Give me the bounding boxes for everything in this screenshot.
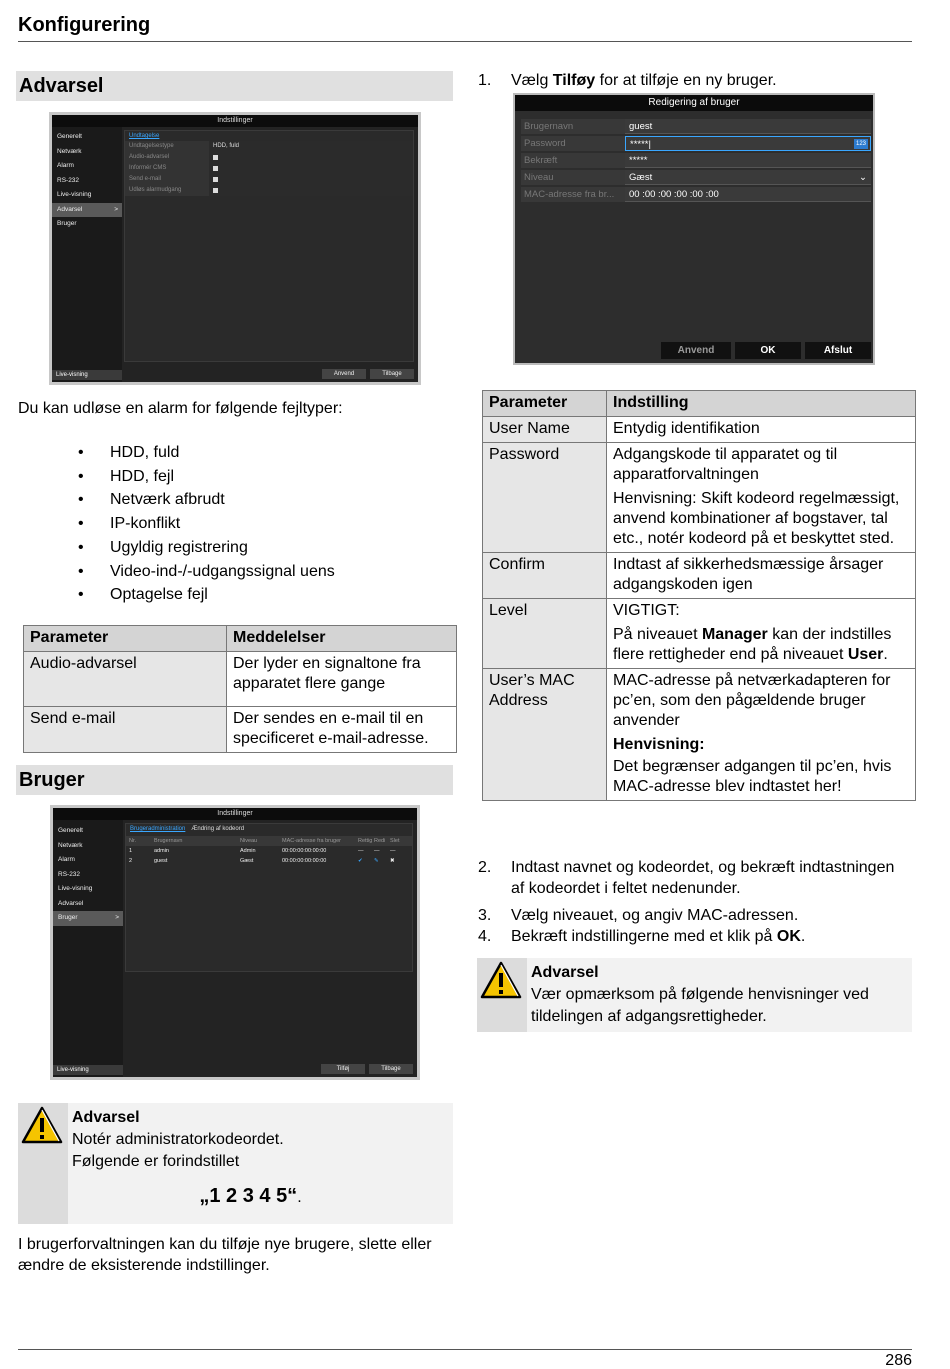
field-value: guest — [625, 119, 871, 134]
menu-item-bruger: Bruger > — [53, 911, 123, 926]
cell-text-bold: User — [847, 646, 884, 663]
step-number: 3. — [478, 907, 492, 924]
alarm-intro-text: Du kan udløse en alarm for følgende fejltyper: — [18, 400, 343, 417]
user-cell: 00:00:00:00:00:00 — [282, 848, 327, 854]
field-value: Gæst — [629, 172, 653, 183]
screen-title: Indstillinger — [53, 808, 417, 820]
table-cell: Confirm — [483, 553, 607, 599]
user-cell: 00:00:00:00:00:00 — [282, 858, 327, 864]
field-username — [521, 119, 871, 134]
checkbox-icon — [213, 166, 218, 171]
field-label: Audio-advarsel — [125, 152, 209, 163]
list-item: • HDD, fejl — [18, 465, 458, 489]
table-cell — [607, 599, 916, 669]
user-cell: Gæst — [240, 858, 254, 864]
step-text: . — [800, 928, 806, 945]
warning-title: Advarsel — [72, 1109, 140, 1126]
user-row-guest — [126, 856, 412, 866]
settings-menu — [53, 820, 123, 1077]
user-cell: 1 — [129, 848, 133, 854]
table-cell: Der sendes en e-mail til en specificeret e-mail-adresse. — [227, 707, 457, 753]
warning-icon — [21, 1106, 63, 1144]
page-number: 286 — [885, 1352, 912, 1369]
list-item: • Optagelse fejl — [18, 583, 458, 607]
user-table-header — [126, 836, 412, 846]
table-cell: Der lyder en signaltone fra apparatet flere gange — [227, 652, 457, 707]
list-item: • Ugyldig registrering — [18, 536, 458, 560]
table-cell: Level — [483, 599, 607, 669]
field-confirm — [521, 153, 871, 168]
field-value: *****| — [630, 139, 651, 150]
list-item: • IP-konflikt — [18, 512, 458, 536]
step-number: 1. — [478, 72, 492, 89]
user-cell: Admin — [240, 848, 256, 854]
field-label: Send e-mail — [125, 174, 209, 185]
table-row — [483, 443, 916, 553]
default-password: „1 2 3 4 5“ — [199, 1185, 298, 1207]
dropdown-arrow-icon: ⌄ — [859, 172, 867, 183]
table-cell: User Name — [483, 417, 607, 443]
field-value: HDD, fuld — [209, 141, 413, 152]
alarm-settings-screenshot — [49, 112, 421, 385]
alarm-message-table — [23, 625, 457, 753]
cell-text: VIGTIGT: — [613, 602, 680, 619]
tab-undtagelse: Undtagelse — [129, 133, 160, 139]
field-label: Bekræft — [521, 153, 625, 168]
table-cell — [607, 669, 916, 801]
step-3 — [478, 905, 912, 926]
cell-text-bold: Henvisning: — [613, 736, 705, 753]
ok-button: OK — [735, 342, 801, 359]
dialog-title: Redigering af bruger — [515, 95, 873, 111]
step-2 — [478, 857, 912, 899]
table-row — [24, 652, 457, 707]
column-header: Redi — [374, 838, 386, 844]
column-header: Brugernavn — [154, 838, 183, 844]
add-user-button: Tilføj — [321, 1064, 365, 1074]
cell-text-bold: Manager — [701, 626, 768, 643]
menu-item-live-visning: Live-visning — [57, 191, 92, 198]
checkbox-icon — [213, 177, 218, 182]
cell-text: Henvisning: Skift kodeord regelmæssigt, anvend kombinationer af bogstaver, tal etc., notér kodeord på et beskyttet sted. — [613, 490, 900, 547]
menu-item-netvaerk: Netværk — [58, 841, 83, 849]
header-divider — [18, 41, 912, 42]
warning-icon — [480, 961, 522, 999]
cancel-button: Afslut — [805, 342, 871, 359]
table-cell: Entydig identifikation — [607, 417, 916, 443]
user-cell: — — [390, 848, 396, 854]
back-button: Tilbage — [369, 1064, 413, 1074]
column-header: MAC-adresse fra bruger — [282, 838, 341, 844]
menu-item-netvaerk: Netværk — [57, 147, 82, 155]
menu-item-rs232: RS-232 — [57, 176, 80, 184]
user-cell: — — [374, 848, 380, 854]
cell-text: MAC-adresse på netværkadapteren for pc’en, som den pågældende bruger anvender — [613, 672, 891, 729]
menu-item-generelt: Generelt — [58, 827, 83, 834]
user-cell: 2 — [129, 858, 133, 864]
alarm-settings-panel — [124, 130, 414, 362]
live-view-button: Live-visning — [53, 1065, 123, 1075]
section-title-advarsel: Advarsel — [16, 71, 453, 101]
step-text-bold: OK — [776, 928, 801, 945]
live-view-button: Live-visning — [52, 370, 122, 380]
step-text: Bekræft indstillingerne med et klik på — [511, 928, 777, 945]
cell-text: . — [883, 646, 888, 663]
user-admin-screenshot — [50, 805, 420, 1080]
menu-item-generelt: Generelt — [57, 133, 82, 140]
access-rights-warning — [477, 958, 912, 1032]
tab-aendring-af-kodeord: Ændring af kodeord — [191, 826, 245, 832]
cell-text: På niveauet — [613, 626, 702, 643]
step-text: Indtast navnet og kodeordet, og bekræft indtastningen af kodeordet i feltet nedenunder. — [511, 859, 895, 897]
user-cell: — — [358, 848, 364, 854]
table-row — [483, 669, 916, 801]
field-label: Udløs alarmudgang — [125, 185, 209, 196]
user-admin-panel — [125, 823, 413, 972]
table-row — [483, 553, 916, 599]
list-item: • Video-ind-/-udgangssignal uens — [18, 560, 458, 584]
error-type-list — [18, 441, 458, 607]
step-text: Vælg niveauet, og angiv MAC-adressen. — [511, 907, 799, 924]
screen-title: Indstillinger — [52, 115, 418, 127]
apply-button: Anvend — [322, 369, 366, 379]
user-parameter-table — [482, 390, 916, 801]
checkbox-icon — [213, 155, 218, 160]
column-header: Niveau — [240, 838, 258, 844]
apply-button: Anvend — [661, 342, 731, 359]
table-header: Parameter — [483, 391, 607, 417]
cell-text: Adgangskode til apparatet og til apparatforvaltningen — [613, 446, 838, 483]
field-password — [521, 136, 871, 151]
column-header: Slet — [390, 838, 400, 844]
punctuation: . — [297, 1189, 302, 1206]
step-text: Vælg — [511, 72, 553, 89]
step-4 — [478, 926, 912, 947]
menu-item-advarsel: Advarsel — [58, 899, 84, 907]
cell-text: kan der indstilles flere rettigheder end på niveauet — [613, 626, 892, 663]
step-1 — [478, 71, 908, 91]
table-cell — [607, 443, 916, 553]
table-cell: User’s MAC Address — [483, 669, 607, 801]
step-text: for at tilføje en ny bruger. — [595, 72, 777, 89]
user-cell: admin — [154, 848, 169, 854]
keyboard-icon: 123 — [855, 141, 866, 147]
user-admin-description: I brugerforvaltningen kan du tilføje nye brugere, slette eller ændre de eksisterende indstillinger. — [18, 1236, 432, 1274]
user-cell: guest — [154, 858, 168, 864]
settings-menu — [52, 127, 122, 382]
table-row — [24, 707, 457, 753]
list-item: • Netværk afbrudt — [18, 488, 458, 512]
tab-brugeradministration: Brugeradministration — [130, 826, 186, 832]
field-label: Niveau — [521, 170, 625, 185]
step-text-bold: Tilføy — [552, 72, 596, 89]
table-cell: Indtast af sikkerhedsmæssige årsager adgangskoden igen — [607, 553, 916, 599]
step-number: 4. — [478, 928, 492, 945]
step-number: 2. — [478, 859, 492, 876]
field-label: Undtagelsestype — [125, 141, 209, 152]
warning-title: Advarsel — [531, 964, 599, 981]
column-header: Rettig — [358, 838, 373, 844]
menu-item-rs232: RS-232 — [58, 870, 81, 878]
table-row — [483, 599, 916, 669]
user-row-admin — [126, 846, 412, 856]
delete-icon: ✖ — [390, 858, 395, 864]
table-cell: Audio-advarsel — [24, 652, 227, 707]
admin-password-warning — [18, 1103, 453, 1224]
field-level — [521, 170, 871, 185]
table-header: Parameter — [24, 626, 227, 652]
list-item: • HDD, fuld — [18, 441, 458, 465]
field-label: Password — [521, 136, 625, 151]
field-label: MAC-adresse fra br... — [521, 187, 625, 202]
menu-item-bruger: Bruger — [57, 220, 77, 227]
column-header: Nr. — [129, 838, 137, 844]
field-mac-address — [521, 187, 871, 202]
cell-text: Det begrænser adgangen til pc’en, hvis MAC-adresse blev indtastet her! — [613, 758, 892, 795]
warning-text: Notér administratorkodeordet. — [72, 1131, 284, 1148]
table-cell: Password — [483, 443, 607, 553]
menu-item-live-visning: Live-visning — [58, 885, 93, 892]
menu-item-alarm: Alarm — [58, 856, 75, 863]
menu-item-alarm: Alarm — [57, 162, 74, 169]
footer-divider — [18, 1349, 912, 1350]
back-button: Tilbage — [370, 369, 414, 379]
section-title-bruger: Bruger — [16, 765, 453, 795]
page-header: Konfigurering — [18, 14, 151, 36]
field-value: ***** — [625, 153, 871, 168]
checkbox-icon — [213, 188, 218, 193]
table-header: Indstilling — [607, 391, 916, 417]
warning-text: Vær opmærksom på følgende henvisninger ved tildelingen af adgangsrettigheder. — [531, 986, 869, 1025]
table-header: Meddelelser — [227, 626, 457, 652]
warning-text: Følgende er forindstillet — [72, 1153, 240, 1170]
permission-icon: ✔ — [358, 858, 363, 864]
table-row — [483, 417, 916, 443]
cell-text — [613, 625, 909, 665]
edit-icon: ✎ — [374, 858, 379, 864]
field-label: Brugernavn — [521, 119, 625, 134]
table-cell: Send e-mail — [24, 707, 227, 753]
menu-item-advarsel: Advarsel > — [52, 203, 122, 218]
field-value: 00 :00 :00 :00 :00 :00 — [625, 187, 871, 202]
edit-user-dialog-screenshot — [513, 93, 875, 365]
field-label: Informér CMS — [125, 163, 209, 174]
